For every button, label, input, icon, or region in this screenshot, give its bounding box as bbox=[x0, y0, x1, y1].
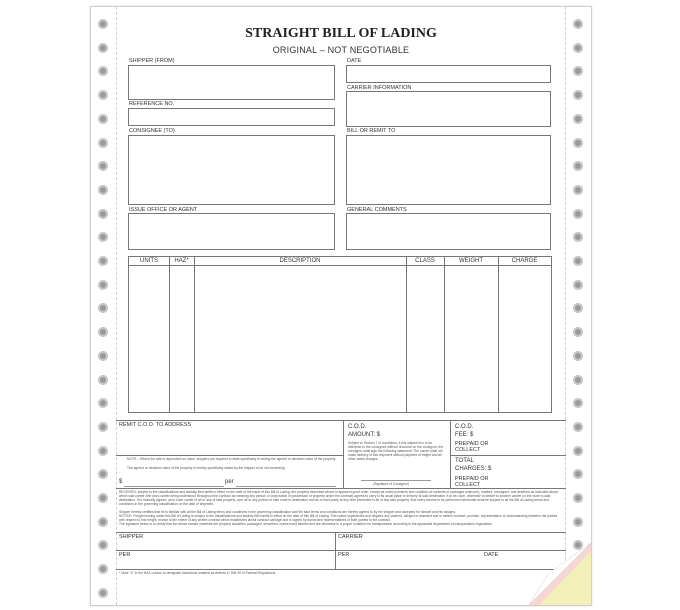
tractor-feed-hole bbox=[573, 351, 583, 361]
col-divider bbox=[444, 257, 445, 412]
tractor-feed-hole bbox=[573, 303, 583, 313]
consignee-to-label: CONSIGNEE (TO) bbox=[129, 128, 175, 134]
tractor-feed-hole bbox=[98, 327, 108, 337]
general-comments-label: GENERAL COMMENTS bbox=[347, 207, 407, 213]
col-divider bbox=[194, 257, 195, 412]
tractor-feed-hole bbox=[573, 422, 583, 432]
tractor-feed-hole bbox=[98, 161, 108, 171]
signature-certify-paragraph: The signature below is to certify that the above named materials are properly classified, packaged, described, marked and labeled and are otherwise in a proper condition for transportation according to the applicable department of transportation regulations. bbox=[119, 522, 493, 526]
form-title: STRAIGHT BILL OF LADING bbox=[245, 26, 437, 41]
shipper-from-field[interactable] bbox=[128, 65, 335, 100]
tractor-feed-hole bbox=[573, 66, 583, 76]
haz-footnote: * Mark "X" in the HAZ column to designate hazardous material as defined in Title 49 of Federal Regulations. bbox=[119, 571, 277, 575]
col-header-units: UNITS bbox=[129, 257, 169, 266]
cod-divider bbox=[450, 420, 451, 488]
signature-row-divider bbox=[116, 550, 566, 551]
legal-divider bbox=[116, 488, 566, 489]
tractor-feed-hole bbox=[98, 303, 108, 313]
tractor-feed-hole bbox=[573, 209, 583, 219]
tractor-feed-hole bbox=[98, 114, 108, 124]
tractor-feed-hole bbox=[98, 232, 108, 242]
col-divider bbox=[498, 257, 499, 412]
total-collect-label: COLLECT bbox=[455, 482, 481, 488]
signature-divider bbox=[116, 532, 566, 533]
tractor-feed-hole bbox=[573, 161, 583, 171]
date-field[interactable] bbox=[346, 65, 551, 83]
tractor-feed-hole bbox=[98, 493, 108, 503]
declared-value-line[interactable] bbox=[124, 486, 224, 487]
reference-no-field[interactable] bbox=[128, 108, 335, 126]
issue-office-label: ISSUE OFFICE OR AGENT bbox=[129, 207, 198, 213]
shipper-certify-paragraph: Shipper hereby certifies that he is familiar with all the Bill of Lading terms and conditions in the governing classification and the said terms and conditions are hereby agreed to by the shipper and accepted for himself and his assigns. bbox=[119, 510, 456, 514]
tractor-feed-hole bbox=[573, 375, 583, 385]
tractor-feed-hole bbox=[573, 398, 583, 408]
declared-value-dollar: $ bbox=[119, 479, 123, 485]
declared-value-text: The agreed or declared value of the property is hereby specifically stated by the shipper to be not exceeding bbox=[127, 466, 285, 470]
cod-fee-label-2: FEE: $ bbox=[455, 432, 474, 438]
col-divider bbox=[169, 257, 170, 412]
fee-total-divider bbox=[450, 455, 566, 456]
carrier-information-label: CARRIER INFORMATION bbox=[347, 85, 412, 91]
tractor-feed-hole bbox=[573, 256, 583, 266]
carrier-information-field[interactable] bbox=[346, 91, 551, 127]
tractor-feed-hole bbox=[98, 90, 108, 100]
consignor-signature-line[interactable] bbox=[361, 480, 431, 481]
value-note-text: NOTE – Where the rate is dependent on value, shippers are required to state specifically in writing the agreed or declared value of the property. bbox=[127, 457, 337, 461]
declared-value-per-line[interactable] bbox=[236, 486, 336, 487]
consignee-to-field[interactable] bbox=[128, 135, 335, 205]
tractor-feed-hole bbox=[98, 564, 108, 574]
tractor-feed-hole bbox=[98, 209, 108, 219]
bill-of-lading-form bbox=[90, 6, 592, 606]
total-prepaid-label: PREPAID OR bbox=[455, 476, 489, 482]
col-header-haz: HAZ* bbox=[169, 257, 194, 266]
tractor-feed-hole bbox=[98, 398, 108, 408]
tractor-feed-hole bbox=[98, 540, 108, 550]
tractor-feed-hole bbox=[573, 327, 583, 337]
tractor-feed-hole bbox=[98, 66, 108, 76]
bill-or-remit-to-field[interactable] bbox=[346, 135, 551, 205]
tractor-feed-hole bbox=[98, 256, 108, 266]
tractor-feed-hole bbox=[573, 517, 583, 527]
remit-cod-label: REMIT C.O.D. TO ADDRESS bbox=[119, 422, 192, 428]
tractor-feed-hole bbox=[573, 493, 583, 503]
shipper-signature-label: SHIPPER bbox=[119, 534, 144, 540]
tractor-feed-hole bbox=[573, 90, 583, 100]
col-header-weight: WEIGHT bbox=[444, 257, 498, 266]
total-charges-label-2: CHARGES: $ bbox=[455, 466, 492, 472]
tractor-feed-hole bbox=[98, 185, 108, 195]
date-label: DATE bbox=[347, 58, 362, 64]
cod-amount-label-2: AMOUNT: $ bbox=[348, 432, 381, 438]
form-subtitle: ORIGINAL – NOT NEGOTIABLE bbox=[272, 45, 410, 55]
carrier-signature-label: CARRIER bbox=[338, 534, 363, 540]
tractor-feed-strip-left bbox=[91, 7, 117, 605]
tractor-feed-hole bbox=[98, 446, 108, 456]
general-comments-field[interactable] bbox=[346, 213, 551, 250]
tractor-feed-hole bbox=[573, 185, 583, 195]
col-divider bbox=[406, 257, 407, 412]
tractor-feed-hole bbox=[573, 138, 583, 148]
tractor-feed-strip-right bbox=[565, 7, 591, 605]
section-divider bbox=[116, 420, 566, 421]
tractor-feed-hole bbox=[98, 422, 108, 432]
signature-bottom-divider bbox=[116, 569, 566, 570]
section7-text: Subject to Section 7 of conditions, if this shipment is to be delivered to the consignee without recourse on the consignor, the consignor shall sign the following statement: The carrier shall not make delivery of this shipment without payment of freight and all other lawful charges. bbox=[348, 441, 444, 461]
declared-value-per: per bbox=[225, 479, 234, 485]
bill-or-remit-to-label: BILL OR REMIT TO bbox=[347, 128, 396, 134]
tractor-feed-hole bbox=[98, 280, 108, 290]
tractor-feed-hole bbox=[573, 232, 583, 242]
shipper-per-label: PER bbox=[119, 552, 131, 558]
tractor-feed-hole bbox=[98, 375, 108, 385]
tractor-feed-hole bbox=[573, 446, 583, 456]
carrier-date-label: DATE bbox=[484, 552, 499, 558]
col-header-charge: CHARGE bbox=[498, 257, 551, 266]
cod-divider bbox=[343, 420, 344, 488]
fee-collect-label: COLLECT bbox=[455, 447, 481, 453]
notice-paragraph: NOTICE: Freight moving under this Bill of Lading is subject to the classifications and lawfully filed tariffs in effect on the date of this Bill of Lading. This notice supersedes and negates any claimed, alleged or asserted oral or written contract, promise, representation or understanding between the parties with respect to this freight, except to the extent of any written contract which establishes lawful contract carriage and is signed by authorized representatives of both parties to the contract. bbox=[119, 514, 558, 522]
carbon-copy-corner bbox=[519, 543, 591, 605]
tractor-feed-hole bbox=[98, 588, 108, 598]
tractor-feed-hole bbox=[98, 351, 108, 361]
tractor-feed-hole bbox=[573, 280, 583, 290]
shipper-from-label: SHIPPER (FROM) bbox=[129, 58, 175, 64]
cod-fee-label-1: C.O.D. bbox=[455, 424, 474, 430]
carrier-per-label: PER bbox=[338, 552, 350, 558]
items-table[interactable] bbox=[128, 256, 552, 413]
tractor-feed-hole bbox=[573, 114, 583, 124]
consignor-signature-label: (Signature of Consignor) bbox=[373, 482, 409, 486]
col-header-description: DESCRIPTION bbox=[194, 257, 406, 266]
tractor-feed-hole bbox=[98, 517, 108, 527]
total-charges-label-1: TOTAL bbox=[455, 458, 474, 464]
col-header-class: CLASS bbox=[406, 257, 444, 266]
reference-no-label: REFERENCE NO. bbox=[129, 101, 175, 107]
tractor-feed-hole bbox=[98, 469, 108, 479]
note-divider bbox=[116, 455, 343, 456]
tractor-feed-hole bbox=[98, 138, 108, 148]
received-paragraph: RECEIVED, subject to the classifications and lawfully filed tariffs in effect on the date of the issue of this Bill of Lading, the property described above in apparent good order, except as noted (contents and condition of contents of packages unknown), marked, consigned, and destined as indicated above which said carrier (the word carrier being understood throughout the contract as meaning any person or corporation in possession of property under the contract) agrees to carry to its usual place of delivery at said destination if on its route, otherwise to deliver to another carrier on the route to said destination. It is mutually agreed, as to each carrier of all or any of said property, over all or any portion of said route to destination and as to each party at any time interested in all or any said property, that every service to be performed hereunder shall be subject to all the Bill of Lading terms and conditions in the governing classification on the date of shipment. bbox=[119, 490, 559, 506]
tractor-feed-hole bbox=[573, 469, 583, 479]
issue-office-field[interactable] bbox=[128, 213, 335, 250]
cod-amount-label-1: C.O.D. bbox=[348, 424, 367, 430]
fee-prepaid-label: PREPAID OR bbox=[455, 441, 489, 447]
